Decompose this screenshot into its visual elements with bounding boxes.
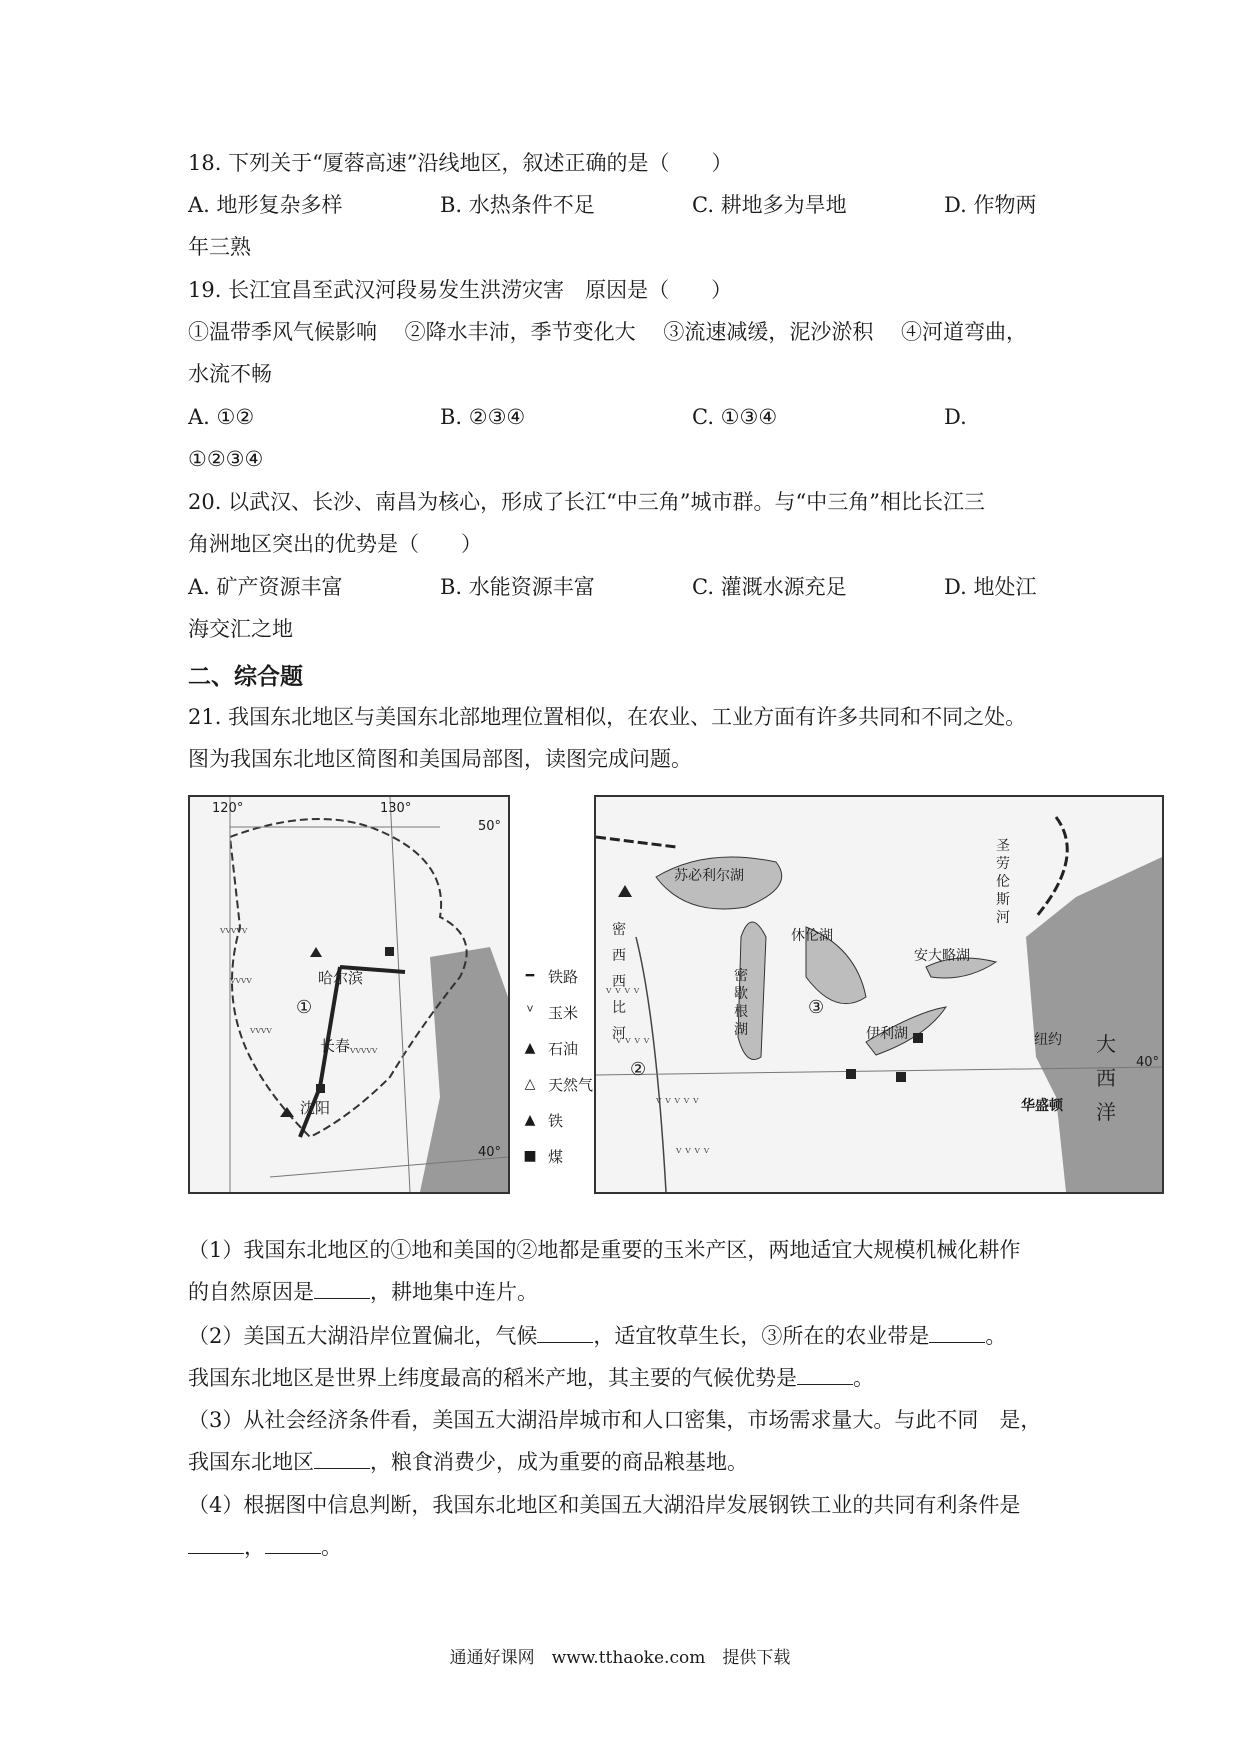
- corn-icon: ⱽ: [526, 1004, 534, 1020]
- map-northeast-china-drawing: [190, 797, 508, 1192]
- gas-icon: △: [524, 1076, 536, 1092]
- q20-option-d-cont: 海交汇之地: [188, 617, 293, 641]
- q20-stem-2: 角洲地区突出的优势是（ ）: [188, 532, 482, 556]
- q20-option-c: C. 灌溉水源充足: [692, 575, 847, 599]
- q21-part3-b: 我国东北地区 ，粮食消费少，成为重要的商品粮基地。: [188, 1450, 748, 1474]
- coal-symbol-us-3: [913, 1033, 923, 1043]
- coal-symbol-us-2: [896, 1072, 906, 1082]
- svg-text:ⱽ ⱽ ⱽ ⱽ ⱽ: ⱽ ⱽ ⱽ ⱽ ⱽ: [656, 1096, 699, 1110]
- q19-statements-2: 水流不畅: [188, 362, 272, 386]
- q21-part2-b: 我国东北地区是世界上纬度最高的稻米产地，其主要的气候优势是 。: [188, 1366, 874, 1390]
- q21-stem-2: 图为我国东北地区简图和美国局部图，读图完成问题。: [188, 747, 692, 771]
- coal-symbol-2: [316, 1084, 325, 1093]
- label-lake-michigan: 密歇根湖: [734, 968, 748, 1038]
- label-lake-ontario: 安大略湖: [914, 948, 970, 964]
- label-harbin: 哈尔滨: [318, 969, 364, 987]
- legend-gas: △ 天然气: [518, 1066, 598, 1102]
- q21-part2-a: （2）美国五大湖沿岸位置偏北，气候 ，适宜牧草生长，③所在的农业带是 。: [188, 1324, 1007, 1348]
- coal-symbol: [385, 947, 394, 956]
- svg-text:ⱽ ⱽ ⱽ ⱽ: ⱽ ⱽ ⱽ ⱽ: [606, 986, 640, 1000]
- label-changchun: 长春: [320, 1037, 351, 1055]
- answer-blank[interactable]: [929, 1322, 985, 1343]
- answer-blank[interactable]: [797, 1364, 853, 1385]
- page-footer: 通通好课网 www.tthaoke.com 提供下载: [449, 1648, 791, 1668]
- label-region-3: ③: [808, 997, 825, 1018]
- q21-stem-1: 21. 我国东北地区与美国东北部地理位置相似，在农业、工业方面有许多共同和不同之处。: [188, 705, 1027, 729]
- svg-text:ⱽⱽⱽⱽⱽ: ⱽⱽⱽⱽⱽ: [220, 926, 248, 940]
- legend-coal: ■ 煤: [518, 1138, 598, 1174]
- label-lat-50: 50°: [478, 819, 502, 834]
- q18-option-d: D. 作物两: [944, 193, 1037, 217]
- answer-blank[interactable]: [188, 1533, 244, 1554]
- label-lon-120: 120°: [212, 801, 244, 816]
- svg-text:ⱽⱽⱽⱽⱽ: ⱽⱽⱽⱽⱽ: [350, 1046, 378, 1060]
- q21-part4-b: ， 。: [188, 1532, 342, 1562]
- label-lake-superior: 苏必利尔湖: [674, 868, 744, 884]
- oil-icon: ▲: [524, 1040, 536, 1056]
- legend-oil: ▲ 石油: [518, 1030, 598, 1066]
- q19-statements-1: ①温带季风气候影响 ②降水丰沛，季节变化大 ③流速减缓，泥沙淤积 ④河道弯曲，: [188, 320, 1028, 344]
- svg-text:ⱽ ⱽ ⱽ ⱽ: ⱽ ⱽ ⱽ ⱽ: [676, 1146, 710, 1160]
- map-us-great-lakes: [594, 795, 1164, 1194]
- map-northeast-china: [188, 795, 510, 1194]
- section-title: 二、综合题: [188, 664, 303, 690]
- svg-text:ⱽ ⱽ ⱽ ⱽ: ⱽ ⱽ ⱽ ⱽ: [616, 1036, 650, 1050]
- map-legend: [518, 958, 598, 1178]
- label-lon-130: 130°: [380, 801, 412, 816]
- q20-option-d: D. 地处江: [944, 575, 1037, 599]
- q21-part1-b: 的自然原因是 ，耕地集中连片。: [188, 1280, 538, 1304]
- answer-blank[interactable]: [537, 1322, 593, 1343]
- label-region-1: ①: [296, 997, 313, 1018]
- label-shenyang: 沈阳: [300, 1099, 331, 1117]
- q19-option-d-cont: ①②③④: [188, 447, 264, 471]
- label-atlantic: 大西洋: [1096, 1032, 1116, 1124]
- label-st-lawrence: 圣劳伦斯河: [996, 838, 1010, 926]
- iron-icon: ▲: [524, 1112, 536, 1128]
- label-mississippi: 密西西比河: [612, 922, 626, 1042]
- svg-text:ⱽⱽⱽⱽ: ⱽⱽⱽⱽ: [230, 976, 252, 990]
- label-region-2: ②: [630, 1059, 647, 1080]
- answer-blank[interactable]: [314, 1448, 370, 1469]
- q19-option-c: C. ①③④: [692, 405, 778, 429]
- legend-railway: ━ 铁路: [518, 958, 598, 994]
- svg-text:ⱽⱽⱽⱽ: ⱽⱽⱽⱽ: [250, 1026, 272, 1040]
- q18-stem: 18. 下列关于“厦蓉高速”沿线地区，叙述正确的是（ ）: [188, 151, 733, 175]
- q19-option-d: D.: [944, 405, 967, 429]
- q21-part3-a: （3）从社会经济条件看，美国五大湖沿岸城市和人口密集，市场需求量大。与此不同 是，: [188, 1408, 1042, 1432]
- label-lake-huron: 休伦湖: [791, 928, 833, 944]
- label-lat-40: 40°: [478, 1145, 502, 1160]
- q21-part1-a: （1）我国东北地区的①地和美国的②地都是重要的玉米产区，两地适宜大规模机械化耕作: [188, 1238, 1021, 1262]
- map-us-great-lakes-drawing: [596, 797, 1162, 1192]
- q18-option-d-cont: 年三熟: [188, 235, 251, 259]
- q19-option-b: B. ②③④: [440, 405, 526, 429]
- q18-option-c: C. 耕地多为旱地: [692, 193, 847, 217]
- answer-blank[interactable]: [265, 1533, 321, 1554]
- q20-option-a: A. 矿产资源丰富: [188, 575, 343, 599]
- q18-option-b: B. 水热条件不足: [440, 193, 595, 217]
- q19-stem: 19. 长江宜昌至武汉河段易发生洪涝灾害 原因是（ ）: [188, 278, 733, 302]
- q20-option-b: B. 水能资源丰富: [440, 575, 595, 599]
- legend-iron: ▲ 铁: [518, 1102, 598, 1138]
- q20-stem-1: 20. 以武汉、长沙、南昌为核心，形成了长江“中三角”城市群。与“中三角”相比长江三: [188, 490, 986, 514]
- q21-part4-a: （4）根据图中信息判断，我国东北地区和美国五大湖沿岸发展钢铁工业的共同有利条件是: [188, 1493, 1021, 1517]
- q19-option-a: A. ①②: [188, 405, 255, 429]
- legend-corn: ⱽ 玉米: [518, 994, 598, 1030]
- coal-icon: ■: [523, 1148, 537, 1164]
- coal-symbol-us: [846, 1069, 856, 1079]
- answer-blank[interactable]: [314, 1278, 370, 1299]
- label-lake-erie: 伊利湖: [866, 1026, 908, 1042]
- railway-icon: ━: [525, 968, 535, 984]
- q18-option-a: A. 地形复杂多样: [188, 193, 343, 217]
- label-washington: 华盛顿: [1021, 1098, 1063, 1114]
- label-lat-40-us: 40°: [1136, 1055, 1160, 1070]
- label-new-york: 纽约: [1034, 1032, 1062, 1048]
